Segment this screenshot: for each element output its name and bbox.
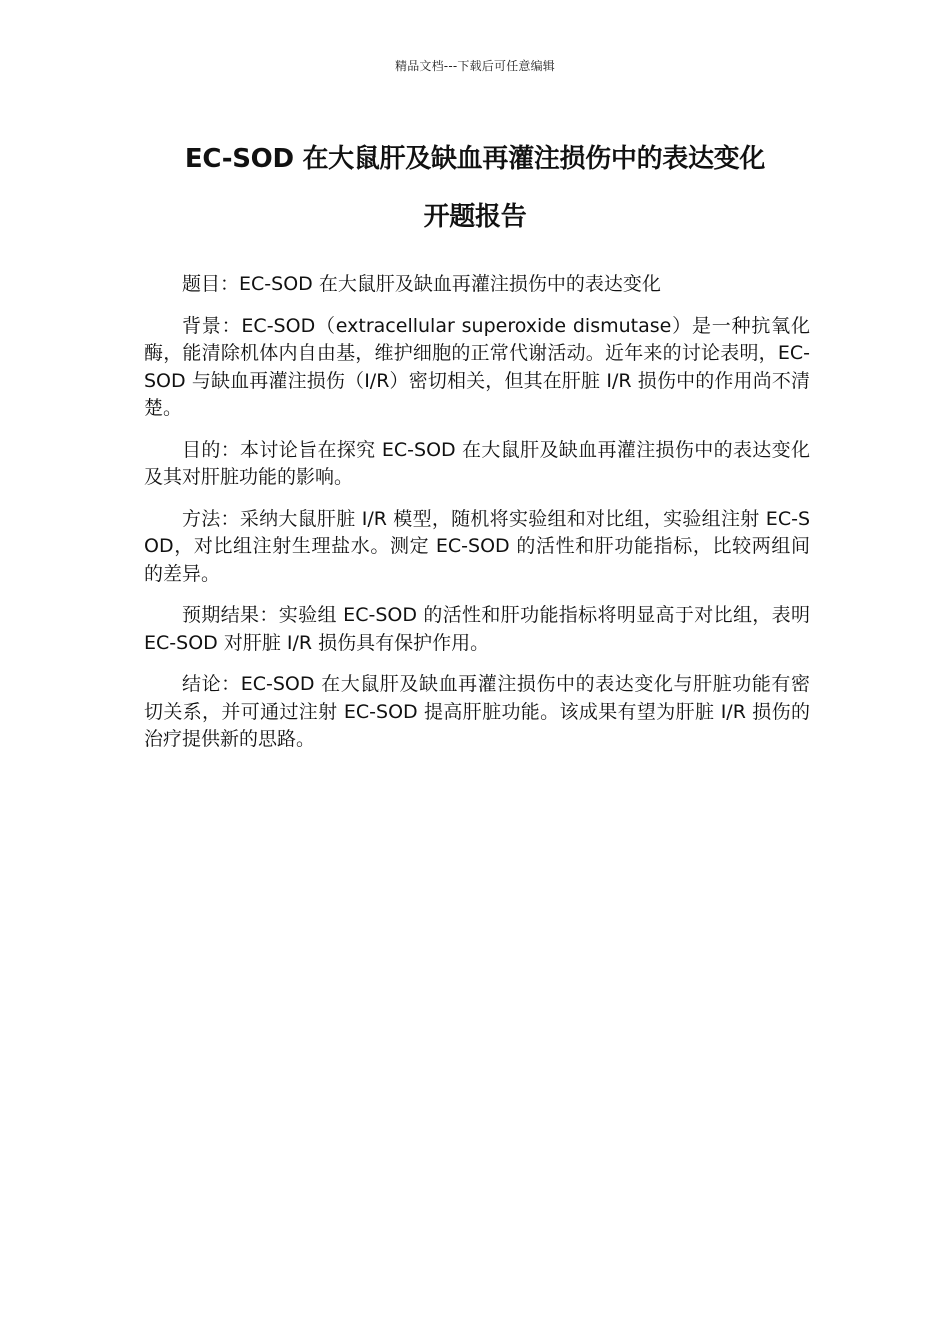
document-title: EC-SOD 在大鼠肝及缺血再灌注损伤中的表达变化 xyxy=(184,144,766,174)
paragraph-purpose: 目的：本讨论旨在探究 EC-SOD 在大鼠肝及缺血再灌注损伤中的表达变化及其对肝脏功能的影响。 xyxy=(144,438,810,488)
paragraph-conclusion: 结论：EC-SOD 在大鼠肝及缺血再灌注损伤中的表达变化与肝脏功能有密切关系，并可通过注射 EC-SOD 提高肝脏功能。该成果有望为肝脏 I/R 损伤的治疗提供新的思路。 xyxy=(144,673,810,750)
paragraph-expected-results: 预期结果：实验组 EC-SOD 的活性和肝功能指标将明显高于对比组，表明 EC-SOD 对肝脏 I/R 损伤具有保护作用。 xyxy=(144,604,810,654)
header-note: 精品文档---下载后可任意编辑 xyxy=(395,59,555,73)
paragraph-background: 背景：EC-SOD（extracellular superoxide dismutase）是一种抗氧化酶，能清除机体内自由基，维护细胞的正常代谢活动。近年来的讨论表明，EC-SOD 与缺血再灌注损伤（I/R）密切相关，但其在肝脏 I/R 损伤中的作用尚不清楚。 xyxy=(144,314,810,419)
document-subtitle: 开题报告 xyxy=(423,202,527,232)
paragraph-method: 方法：采纳大鼠肝脏 I/R 模型，随机将实验组和对比组，实验组注射 EC-SOD，对比组注射生理盐水。测定 EC-SOD 的活性和肝功能指标，比较两组间的差异。 xyxy=(144,507,810,585)
paragraph-topic: 题目：EC-SOD 在大鼠肝及缺血再灌注损伤中的表达变化 xyxy=(182,273,661,295)
document-body xyxy=(144,271,810,768)
